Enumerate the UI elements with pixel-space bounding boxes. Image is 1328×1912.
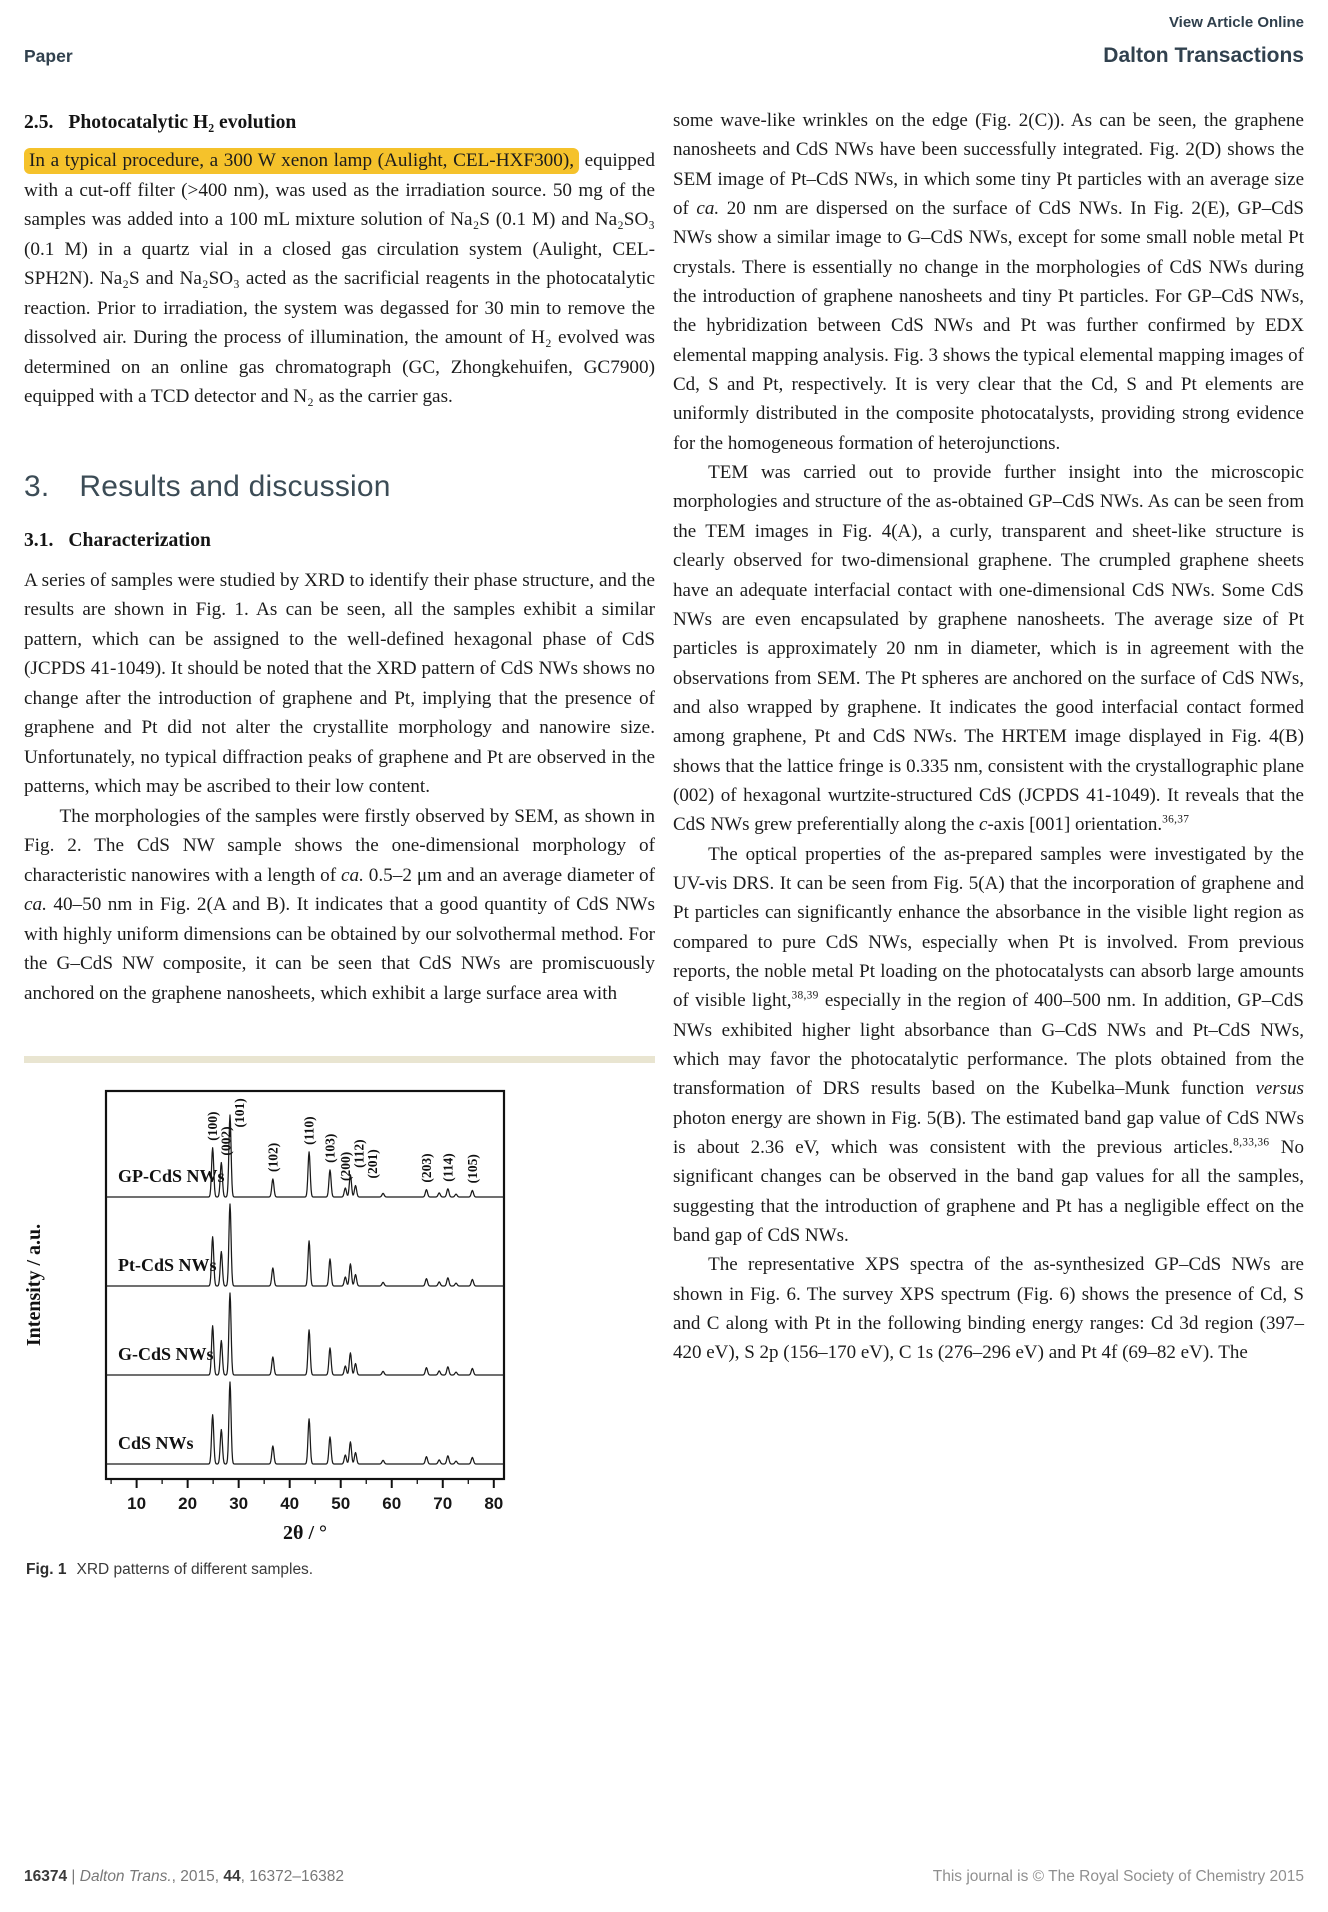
text-segment: 38,39 [791,989,819,1002]
text-segment: 40–50 nm in Fig. 2(A and B). It indicates that a good quantity of CdS NWs with highly uniform dimensions can be obtained by our solvothermal method. For the G–CdS NW composite, it can be seen that CdS NWs are promiscuously anchored on the graphene nanosheets, which exhibit a large surface area with [24,894,655,1004]
x-tick-label: 10 [127,1494,147,1513]
text-segment: 8,33,36 [1233,1136,1270,1149]
hkl-label: (102) [265,1142,281,1172]
sample-label: Pt-CdS NWs [118,1255,217,1275]
text-segment: 20 nm are dispersed on the surface of CdS NWs. In Fig. 2(E), GP–CdS NWs show a similar image to G–CdS NWs, except for some small noble metal Pt crystals. There is essentially no change in the morphologies of CdS NWs during the introduction of graphene nanosheets and tiny Pt particles. For GP–CdS NWs, the hybridization between CdS NWs and Pt was further confirmed by EDX elemental mapping analysis. Fig. 3 shows the typical elemental mapping images of Cd, S and Pt, respectively. It is very clear that the Cd, S and Pt elements are uniformly distributed in the composite photocatalysts, providing strong evidence for the homogeneous formation of heterojunctions. [673,198,1304,454]
paragraph-sem-continuation [673,106,1304,458]
two-column-body [24,106,1304,1579]
sample-label: G-CdS NWs [118,1344,214,1364]
text-segment: especially in the region of 400–500 nm. In addition, GP–CdS NWs exhibited higher light absorbance than G–CdS NWs and Pt–CdS NWs, which may favor the photocatalytic performance. The plots obtained from the transformation of DRS results based on the Kubelka–Munk function [673,990,1305,1100]
text-segment: TEM was carried out to provide further insight into the microscopic morphologies and structure of the as-obtained GP–CdS NWs. As can be seen from the TEM images in Fig. 4(A), a curly, transparent and sheet-like structure is clearly observed for two-dimensional graphene. The crumpled graphene sheets have an adequate interfacial contact with one-dimensional CdS NWs. Some CdS NWs are even encapsulated by graphene nanosheets. The average size of Pt particles is approximately 20 nm in diameter, which is in agreement with the observations from SEM. The Pt spheres are anchored on the surface of CdS NWs, and also wrapped by graphene. It indicates the good interfacial contact formed among graphene, Pt and CdS NWs. The HRTEM image displayed in Fig. 4(B) shows that the lattice fringe is 0.335 nm, consistent with the crystallographic plane (002) of hexagonal wurtzite-structured CdS (JCPDS 41-1049). It reveals that the CdS NWs grew preferentially along the [673,462,1304,836]
x-tick-label: 60 [382,1494,402,1513]
right-column [673,106,1304,1579]
text-segment: The morphologies of the samples were firstly observed by SEM, as shown in Fig. 2. The CdS NW sample shows the one-dimensional morphology of characteristic nanowires with a length of [24,805,655,886]
footer-copyright: This journal is © The Royal Society of Chemistry 2015 [932,1868,1304,1885]
running-head-paper: Paper [24,46,73,66]
hkl-label: (002) [218,1126,234,1156]
text-segment: -axis [001] orientation. [987,814,1163,836]
paragraph-xps [673,1250,1304,1367]
top-link-bar [1169,14,1304,32]
plot-frame [106,1091,504,1479]
text-segment: 36,37 [1162,813,1190,826]
hkl-label: (110) [301,1116,317,1145]
hkl-label: (201) [364,1149,380,1179]
x-tick-label: 30 [229,1494,249,1513]
section-3-title: Results and discussion [79,469,391,503]
text-segment: 44 [223,1868,241,1885]
text-segment: ca. [696,198,720,220]
xrd-plot [16,1077,536,1547]
paragraph-morphologies [24,802,655,1009]
running-heads [24,44,1304,68]
text-segment: 0.5–2 μm and an average diameter of [363,864,655,886]
paragraph-experimental [24,146,655,412]
text-segment: The optical properties of the as-prepared samples were investigated by the UV-vis DRS. It can be seen from Fig. 5(A) that the incorporation of graphene and Pt particles can significantly enhance the absorbance in the visible light region as compared to pure CdS NWs, especially when Pt is involved. From previous reports, the noble metal Pt loading on the photocatalysts can absorb large amounts of visible light, [673,843,1304,1012]
section-2-5-title: Photocatalytic H₂ evolution [68,112,297,133]
section-3-1-number: 3.1. [24,529,54,551]
text-segment: versus [1255,1078,1304,1100]
view-article-online-link[interactable]: View Article Online [1168,14,1304,31]
text-segment: equipped with a cut-off filter (>400 nm), was used as the irradiation source. 50 mg of the samples was added into a 100 mL mixture solution of Na₂S (0.1 M) and Na₂SO₃ (0.1 M) in a quartz vial in a closed gas circulation system (Aulight, CEL-SPH2N). Na₂S and Na₂SO₃ acted as the sacrificial reagents in the photocatalytic reaction. Prior to irradiation, the system was degassed for 30 min to remove the dissolved air. During the process of illumination, the amount of H₂ evolved was determined on an online gas chromatograph (GC, Zhongkehuifen, GC7900) equipped with a TCD detector and N₂ as the carrier gas. [24,150,655,407]
page-footer [24,1868,1304,1886]
text-segment: Dalton Trans. [79,1868,172,1885]
x-axis-ticks [111,1479,503,1513]
hkl-label: (203) [418,1153,434,1183]
paragraph-optical [673,840,1304,1251]
x-axis-label: 2θ / ° [283,1522,327,1544]
text-segment: photon energy are shown in Fig. 5(B). The estimated band gap value of CdS NWs is about 2.36 eV, which was consistent with the previous articles. [673,1107,1304,1159]
text-segment: , 16372–16382 [240,1868,345,1885]
figure-1-caption [26,1561,655,1579]
hkl-label: (114) [440,1153,456,1182]
x-tick-label: 20 [178,1494,198,1513]
left-column [24,106,655,1579]
paragraph-tem [673,458,1304,839]
figure-separator-bar [24,1056,655,1063]
section-3-heading [24,470,655,504]
figure-1 [24,1056,655,1579]
x-tick-label: 70 [433,1494,453,1513]
x-tick-label: 50 [331,1494,351,1513]
text-segment: ca. [24,894,47,915]
section-3-number: 3. [24,469,50,503]
section-3-1-title: Characterization [68,529,211,551]
text-segment: c [979,814,988,836]
section-3-1-heading [24,530,655,552]
x-tick-label: 40 [280,1494,300,1513]
text-segment: ca. [340,864,364,886]
hkl-label: (112) [351,1139,367,1168]
text-segment: , 2015, [171,1868,224,1885]
footer-citation [24,1868,344,1886]
section-2-5-heading [24,112,655,134]
figure-1-caption-label: Fig. 1 [26,1561,67,1578]
figure-1-caption-text: XRD patterns of different samples. [76,1561,314,1578]
y-axis-label: Intensity / a.u. [23,1223,45,1347]
hkl-label: (105) [464,1154,480,1184]
hkl-label: (103) [322,1133,338,1163]
section-2-5-number: 2.5. [24,112,54,133]
sample-label: CdS NWs [118,1433,194,1453]
hkl-label: (100) [205,1111,221,1141]
sample-label: GP-CdS NWs [118,1166,225,1186]
text-segment: | [67,1868,80,1885]
journal-name: Dalton Transactions [1103,44,1304,67]
xrd-chart [16,1077,655,1547]
text-segment: A series of samples were studied by XRD to identify their phase structure, and the results are shown in Fig. 1. As can be seen, all the samples exhibit a similar pattern, which can be assigned to the well-defined hexagonal phase of CdS (JCPDS 41-1049). It should be noted that the XRD pattern of CdS NWs shows no change after the introduction of graphene and Pt, implying that the presence of graphene and Pt did not alter the crystallite morphology and nanowire size. Unfortunately, no typical diffraction peaks of graphene and Pt are observed in the patterns, which may be ascribed to their low content. [24,569,655,797]
text-segment: The representative XPS spectra of the as-synthesized GP–CdS NWs are shown in Fig. 6. The survey XPS spectrum (Fig. 6) shows the presence of Cd, S and C along with Pt in the following binding energy ranges: Cd 3d region (397–420 eV), S 2p (156–170 eV), C 1s (276–296 eV) and Pt 4f (69–82 eV). The [673,1254,1304,1364]
text-segment: some wave-like wrinkles on the edge (Fig. 2(C)). As can be seen, the graphene nanosheets and CdS NWs have been successfully integrated. Fig. 2(D) shows the SEM image of Pt–CdS NWs, in which some tiny Pt particles with an average size of [673,110,1304,220]
hkl-label: (200) [337,1151,353,1181]
x-tick-label: 80 [484,1494,504,1513]
paragraph-xrd [24,566,655,802]
highlighted-text: In a typical procedure, a 300 W xenon lamp (Aulight, CEL-HXF300), [24,148,579,174]
hkl-label: (101) [232,1098,248,1128]
text-segment: No significant changes can be observed in the band gap values for all the samples, suggesting that the introduction of graphene and Pt has a negligible effect on the band gap of CdS NWs. [673,1137,1304,1247]
text-segment: 16374 [24,1868,68,1885]
